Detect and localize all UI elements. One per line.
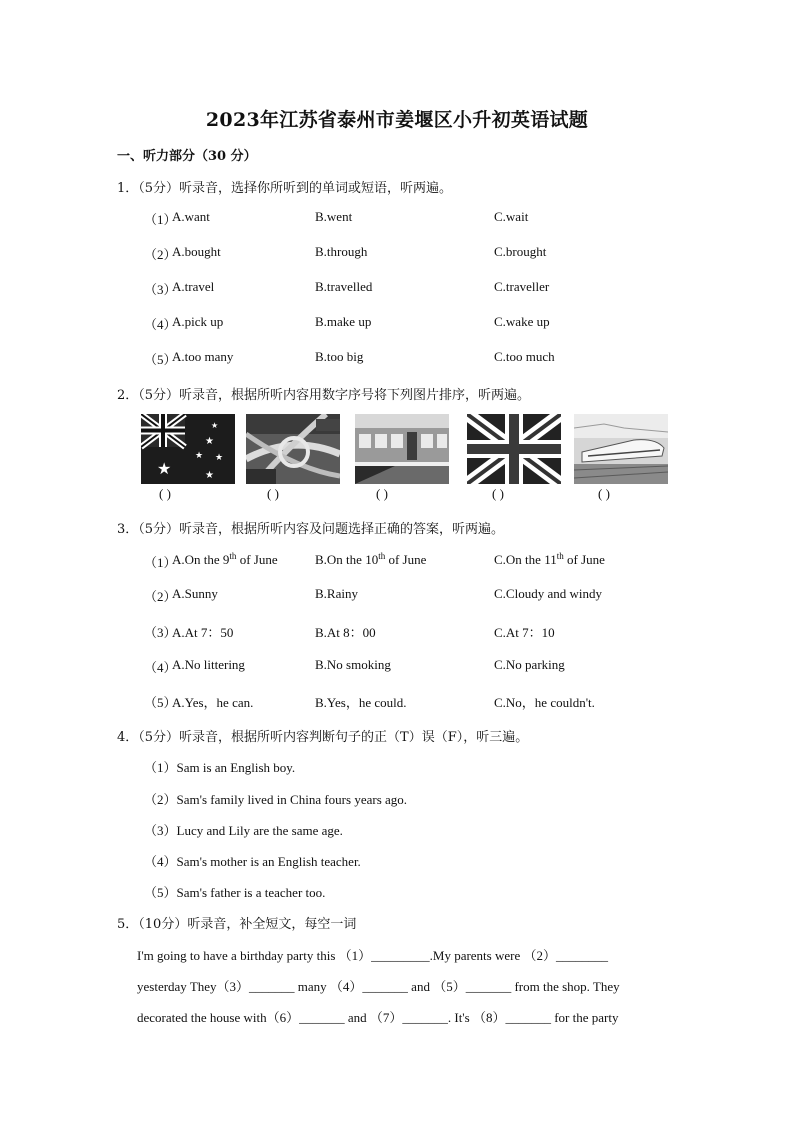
q3-option-row: （5） A.Yes，he can. B.Yes，he could. C.No，he couldn't. — [0, 692, 794, 712]
passage-line: I'm going to have a birthday party this （1）_________.My parents were （2）________ — [137, 948, 608, 963]
option-a: A.want — [172, 209, 210, 224]
option-c: C.brought — [494, 244, 547, 259]
option-a: A.No littering — [172, 657, 245, 672]
svg-text:★: ★ — [205, 470, 214, 481]
question-1-heading: 1．（5分）听录音，选择你所听到的单词或短语，听两遍。 — [117, 181, 453, 196]
svg-text:★: ★ — [205, 436, 214, 447]
svg-text:★: ★ — [211, 421, 219, 430]
question-3-heading: 3．（5分）听录音，根据所听内容及问题选择正确的答案，听两遍。 — [117, 522, 505, 537]
answer-blank[interactable]: ( ) — [598, 486, 610, 501]
q3-option-row: （3） A.At 7：50 B.At 8：00 C.At 7：10 — [0, 622, 794, 642]
option-a: A.bought — [172, 244, 221, 259]
australian-flag-icon — [141, 414, 235, 484]
option-a: A.On the 9th of June — [172, 551, 278, 567]
option-b: B.make up — [315, 314, 372, 329]
option-c: C.On the 11th of June — [494, 551, 605, 567]
q1-option-row: （1） A.want B.went C.wait — [144, 209, 529, 227]
option-c: C.wait — [494, 209, 529, 224]
answer-blank[interactable]: ( ) — [267, 486, 279, 501]
svg-text:★: ★ — [157, 459, 172, 478]
page-title: 2023年江苏省泰州市姜堰区小升初英语试题 — [205, 109, 589, 131]
option-b: B.went — [315, 209, 353, 224]
option-b: B.Rainy — [315, 586, 358, 601]
answer-blank[interactable]: ( ) — [492, 486, 504, 501]
svg-text:★: ★ — [215, 453, 224, 463]
statement-item: （5）Sam's father is a teacher too. — [144, 885, 326, 900]
svg-text:★: ★ — [195, 451, 204, 461]
q1-option-row: （3） A.travel B.travelled C.traveller — [144, 279, 550, 297]
option-b: B.No smoking — [315, 657, 391, 672]
answer-blank[interactable]: ( ) — [376, 486, 388, 501]
q3-option-row: （1） A.On the 9th of June B.On the 10th of June C.On the 11th of June — [144, 551, 605, 570]
option-a: A.Yes，he can. — [172, 695, 254, 710]
overpass-icon — [246, 414, 340, 484]
answer-blank[interactable]: ( ) — [159, 486, 171, 501]
option-c: C.No，he couldn't. — [494, 695, 595, 710]
option-c: C.wake up — [494, 314, 550, 329]
uk-flag-icon — [467, 414, 561, 484]
passage-line: decorated the house with（6）_______ and （7）_______. It's （8）_______ for the party — [137, 1010, 619, 1025]
statement-item: （1）Sam is an English boy. — [144, 760, 296, 775]
q1-option-row: （5） A.too many B.too big C.too much — [144, 349, 555, 367]
q1-option-row: （4） A.pick up B.make up C.wake up — [144, 314, 550, 332]
statement-item: （3）Lucy and Lily are the same age. — [144, 823, 343, 838]
q3-option-row: （4） A.No littering B.No smoking C.No parking — [144, 657, 565, 675]
option-b: B.travelled — [315, 279, 373, 294]
subway-train-icon — [355, 414, 449, 484]
option-b: B.through — [315, 244, 368, 259]
option-a: A.travel — [172, 279, 215, 294]
option-a: A.At 7：50 — [172, 625, 234, 640]
option-b: B.At 8：00 — [315, 625, 376, 640]
option-c: C.too much — [494, 349, 555, 364]
option-b: B.On the 10th of June — [315, 551, 427, 567]
question-4-heading: 4．（5分）听录音，根据所听内容判断句子的正（T）误（F），听三遍。 — [117, 730, 529, 745]
q3-option-row: （2） A.Sunny B.Rainy C.Cloudy and windy — [144, 586, 602, 604]
option-c: C.No parking — [494, 657, 565, 672]
statement-item: （2）Sam's family lived in China fours years ago. — [144, 792, 408, 807]
bullet-train-icon — [574, 414, 668, 484]
option-c: C.At 7：10 — [494, 625, 555, 640]
option-a: A.pick up — [172, 314, 224, 329]
section-heading-listening: 一、听力部分（30 分） — [117, 149, 257, 164]
question-2-heading: 2．（5分）听录音，根据所听内容用数字序号将下列图片排序，听两遍。 — [117, 388, 531, 403]
passage-line: yesterday They（3）_______ many （4）_______ and （5）_______ from the shop. They — [137, 979, 620, 994]
statement-item: （4）Sam's mother is an English teacher. — [144, 854, 361, 869]
option-a: A.Sunny — [172, 586, 218, 601]
q1-option-row: （2） A.bought B.through C.brought — [144, 244, 547, 262]
picture-strip — [0, 414, 794, 504]
question-5-heading: 5．（10分）听录音，补全短文，每空一词 — [117, 917, 357, 932]
option-a: A.too many — [172, 349, 234, 364]
option-c: C.Cloudy and windy — [494, 586, 602, 601]
option-b: B.Yes，he could. — [315, 695, 407, 710]
option-b: B.too big — [315, 349, 364, 364]
option-c: C.traveller — [494, 279, 550, 294]
